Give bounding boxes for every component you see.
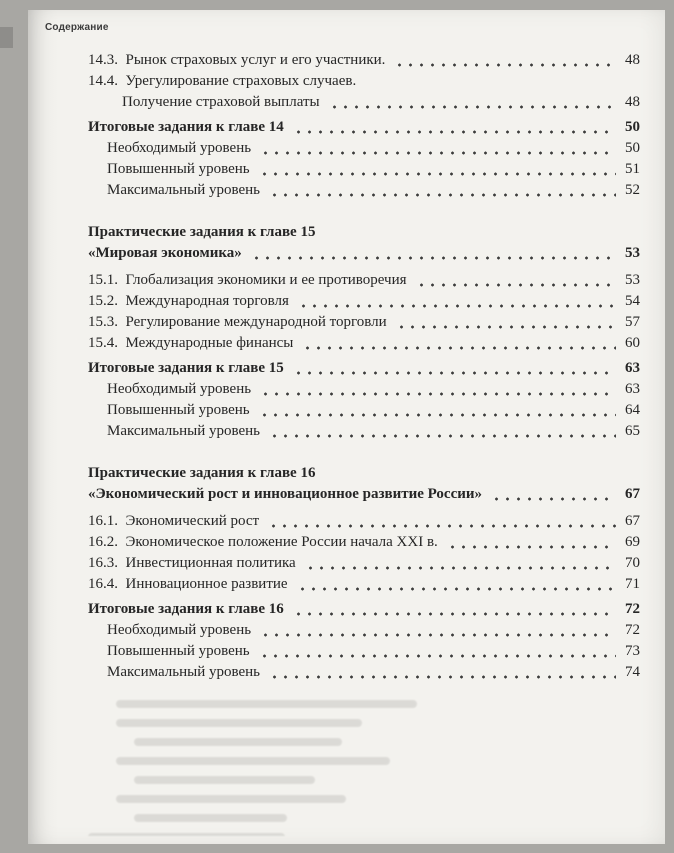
toc-entry-label: Повышенный уровень [107,402,250,418]
toc-entry [88,71,640,113]
toc-entry-line [88,243,640,264]
toc-page-number: 50 [625,119,640,135]
toc-entry-label: 16.1. Экономический рост [88,513,260,529]
toc-entry-label: 16.3. Инвестиционная политика [88,555,296,571]
toc-entry-line [107,620,640,641]
toc-page-number: 51 [625,161,640,177]
scan-edge-mark [0,27,13,48]
toc-entry-label: Необходимый уровень [107,140,252,156]
toc-entry [88,138,640,159]
dot-leader [257,400,616,421]
dot-leader [266,511,616,532]
toc-page-number: 73 [625,643,640,659]
dot-leader [267,662,616,683]
toc-entry [88,553,640,574]
bleedthrough-line [134,738,342,746]
bleedthrough-line [116,700,417,708]
dot-leader [295,574,616,595]
toc-entry-label: Практические задания к главе 16 [88,465,316,481]
dot-leader [249,243,616,264]
toc-page-number: 48 [625,94,640,110]
toc-page-number: 72 [625,601,640,617]
toc-page-number: 70 [625,555,640,571]
toc-entry-line [88,270,640,291]
dot-leader [258,138,616,159]
toc-entry-label: «Экономический рост и инновационное развитие России» [88,486,483,502]
toc-page-number: 67 [625,513,640,529]
toc-page-number: 63 [625,381,640,397]
toc-entry-line [88,50,640,71]
toc-entry [88,312,640,333]
toc-entry-line [107,159,640,180]
toc-entry-label: Максимальный уровень [107,423,261,439]
toc-entry-line [88,599,640,620]
dot-leader [258,379,616,400]
toc-entry [88,662,640,683]
dot-leader [267,421,616,442]
toc-entry-line [107,138,640,159]
dot-leader [489,484,616,505]
toc-entry [88,180,640,201]
toc-entry [88,574,640,595]
toc-entry-label: «Мировая экономика» [88,245,242,261]
bleedthrough-line [116,719,362,727]
toc-entry [88,511,640,532]
dot-leader [291,599,616,620]
toc-page-number: 57 [625,314,640,330]
dot-leader [296,291,616,312]
running-header: Содержание [45,22,109,33]
toc-entry [88,291,640,312]
dot-leader [392,50,616,71]
toc-entry [88,117,640,138]
toc-entry [88,333,640,354]
toc-entry-line [107,379,640,400]
dot-leader [257,159,616,180]
dot-leader [257,641,616,662]
toc-entry-line [88,511,640,532]
toc-entry-line [88,71,640,92]
toc-entry-label: Повышенный уровень [107,161,250,177]
toc-entry-label: 15.2. Международная торговля [88,293,289,309]
toc-entry [88,358,640,379]
toc-entry-label: Максимальный уровень [107,182,261,198]
toc-entry [88,641,640,662]
toc-entry-line [88,463,640,484]
table-of-contents [88,50,640,683]
toc-entry-line [88,358,640,379]
toc-entry [88,270,640,291]
toc-page-number: 74 [625,664,640,680]
toc-entry-line [107,662,640,683]
toc-entry-line [107,180,640,201]
bleedthrough-line [116,795,346,803]
bleedthrough-line [88,833,285,836]
toc-entry-line [107,641,640,662]
toc-entry [88,379,640,400]
toc-page-number: 71 [625,576,640,592]
toc-entry-label: Итоговые задания к главе 15 [88,360,284,376]
toc-entry-label: 14.4. Урегулирование страховых случаев. [88,73,357,89]
toc-entry-line [88,532,640,553]
dot-leader [303,553,616,574]
dot-leader [258,620,616,641]
toc-entry-label: Получение страховой выплаты [122,94,320,110]
toc-entry-line [107,421,640,442]
toc-entry-line [88,574,640,595]
bleedthrough-text-area [88,700,635,836]
toc-page-number: 67 [625,486,640,502]
toc-entry-label: 16.2. Экономическое положение России начала XXI в. [88,534,438,550]
toc-entry-line [88,291,640,312]
toc-page-number: 54 [625,293,640,309]
toc-page-number: 72 [625,622,640,638]
toc-page-number: 50 [625,140,640,156]
bleedthrough-line [134,814,287,822]
toc-page-number: 64 [625,402,640,418]
toc-entry-label: Практические задания к главе 15 [88,224,316,240]
bleedthrough-line [134,776,315,784]
dot-leader [291,117,616,138]
toc-entry-label: Повышенный уровень [107,643,250,659]
toc-entry-label: Итоговые задания к главе 16 [88,601,284,617]
toc-page-number: 69 [625,534,640,550]
toc-entry-line [88,312,640,333]
toc-page-number: 53 [625,272,640,288]
dot-leader [300,333,616,354]
toc-entry-label: Необходимый уровень [107,381,252,397]
toc-entry-line [107,400,640,421]
toc-entry [88,620,640,641]
toc-page-number: 60 [625,335,640,351]
toc-entry-label: Итоговые задания к главе 14 [88,119,284,135]
toc-entry-label: 14.3. Рынок страховых услуг и его участники. [88,52,386,68]
toc-page-number: 65 [625,423,640,439]
toc-entry-line [88,117,640,138]
toc-entry-line [88,333,640,354]
toc-entry-line [88,92,640,113]
toc-entry-label: Максимальный уровень [107,664,261,680]
toc-entry [88,421,640,442]
toc-entry [88,599,640,620]
toc-entry-label: 15.4. Международные финансы [88,335,294,351]
scanned-book-page [28,10,665,844]
toc-entry [88,222,640,264]
dot-leader [327,92,616,113]
toc-page-number: 53 [625,245,640,261]
toc-entry [88,50,640,71]
toc-entry [88,463,640,505]
toc-entry-line [88,222,640,243]
toc-entry-line [88,484,640,505]
toc-entry-label: 15.1. Глобализация экономики и ее противоречия [88,272,407,288]
toc-entry [88,532,640,553]
dot-leader [291,358,616,379]
bleedthrough-line [116,757,390,765]
toc-page-number: 63 [625,360,640,376]
toc-entry-line [88,553,640,574]
toc-page-number: 48 [625,52,640,68]
toc-entry [88,400,640,421]
dot-leader [414,270,616,291]
dot-leader [267,180,616,201]
toc-page-number: 52 [625,182,640,198]
dot-leader [394,312,616,333]
toc-entry [88,159,640,180]
toc-entry-label: 15.3. Регулирование международной торговли [88,314,387,330]
toc-entry-label: Необходимый уровень [107,622,252,638]
dot-leader [445,532,616,553]
toc-entry-label: 16.4. Инновационное развитие [88,576,288,592]
